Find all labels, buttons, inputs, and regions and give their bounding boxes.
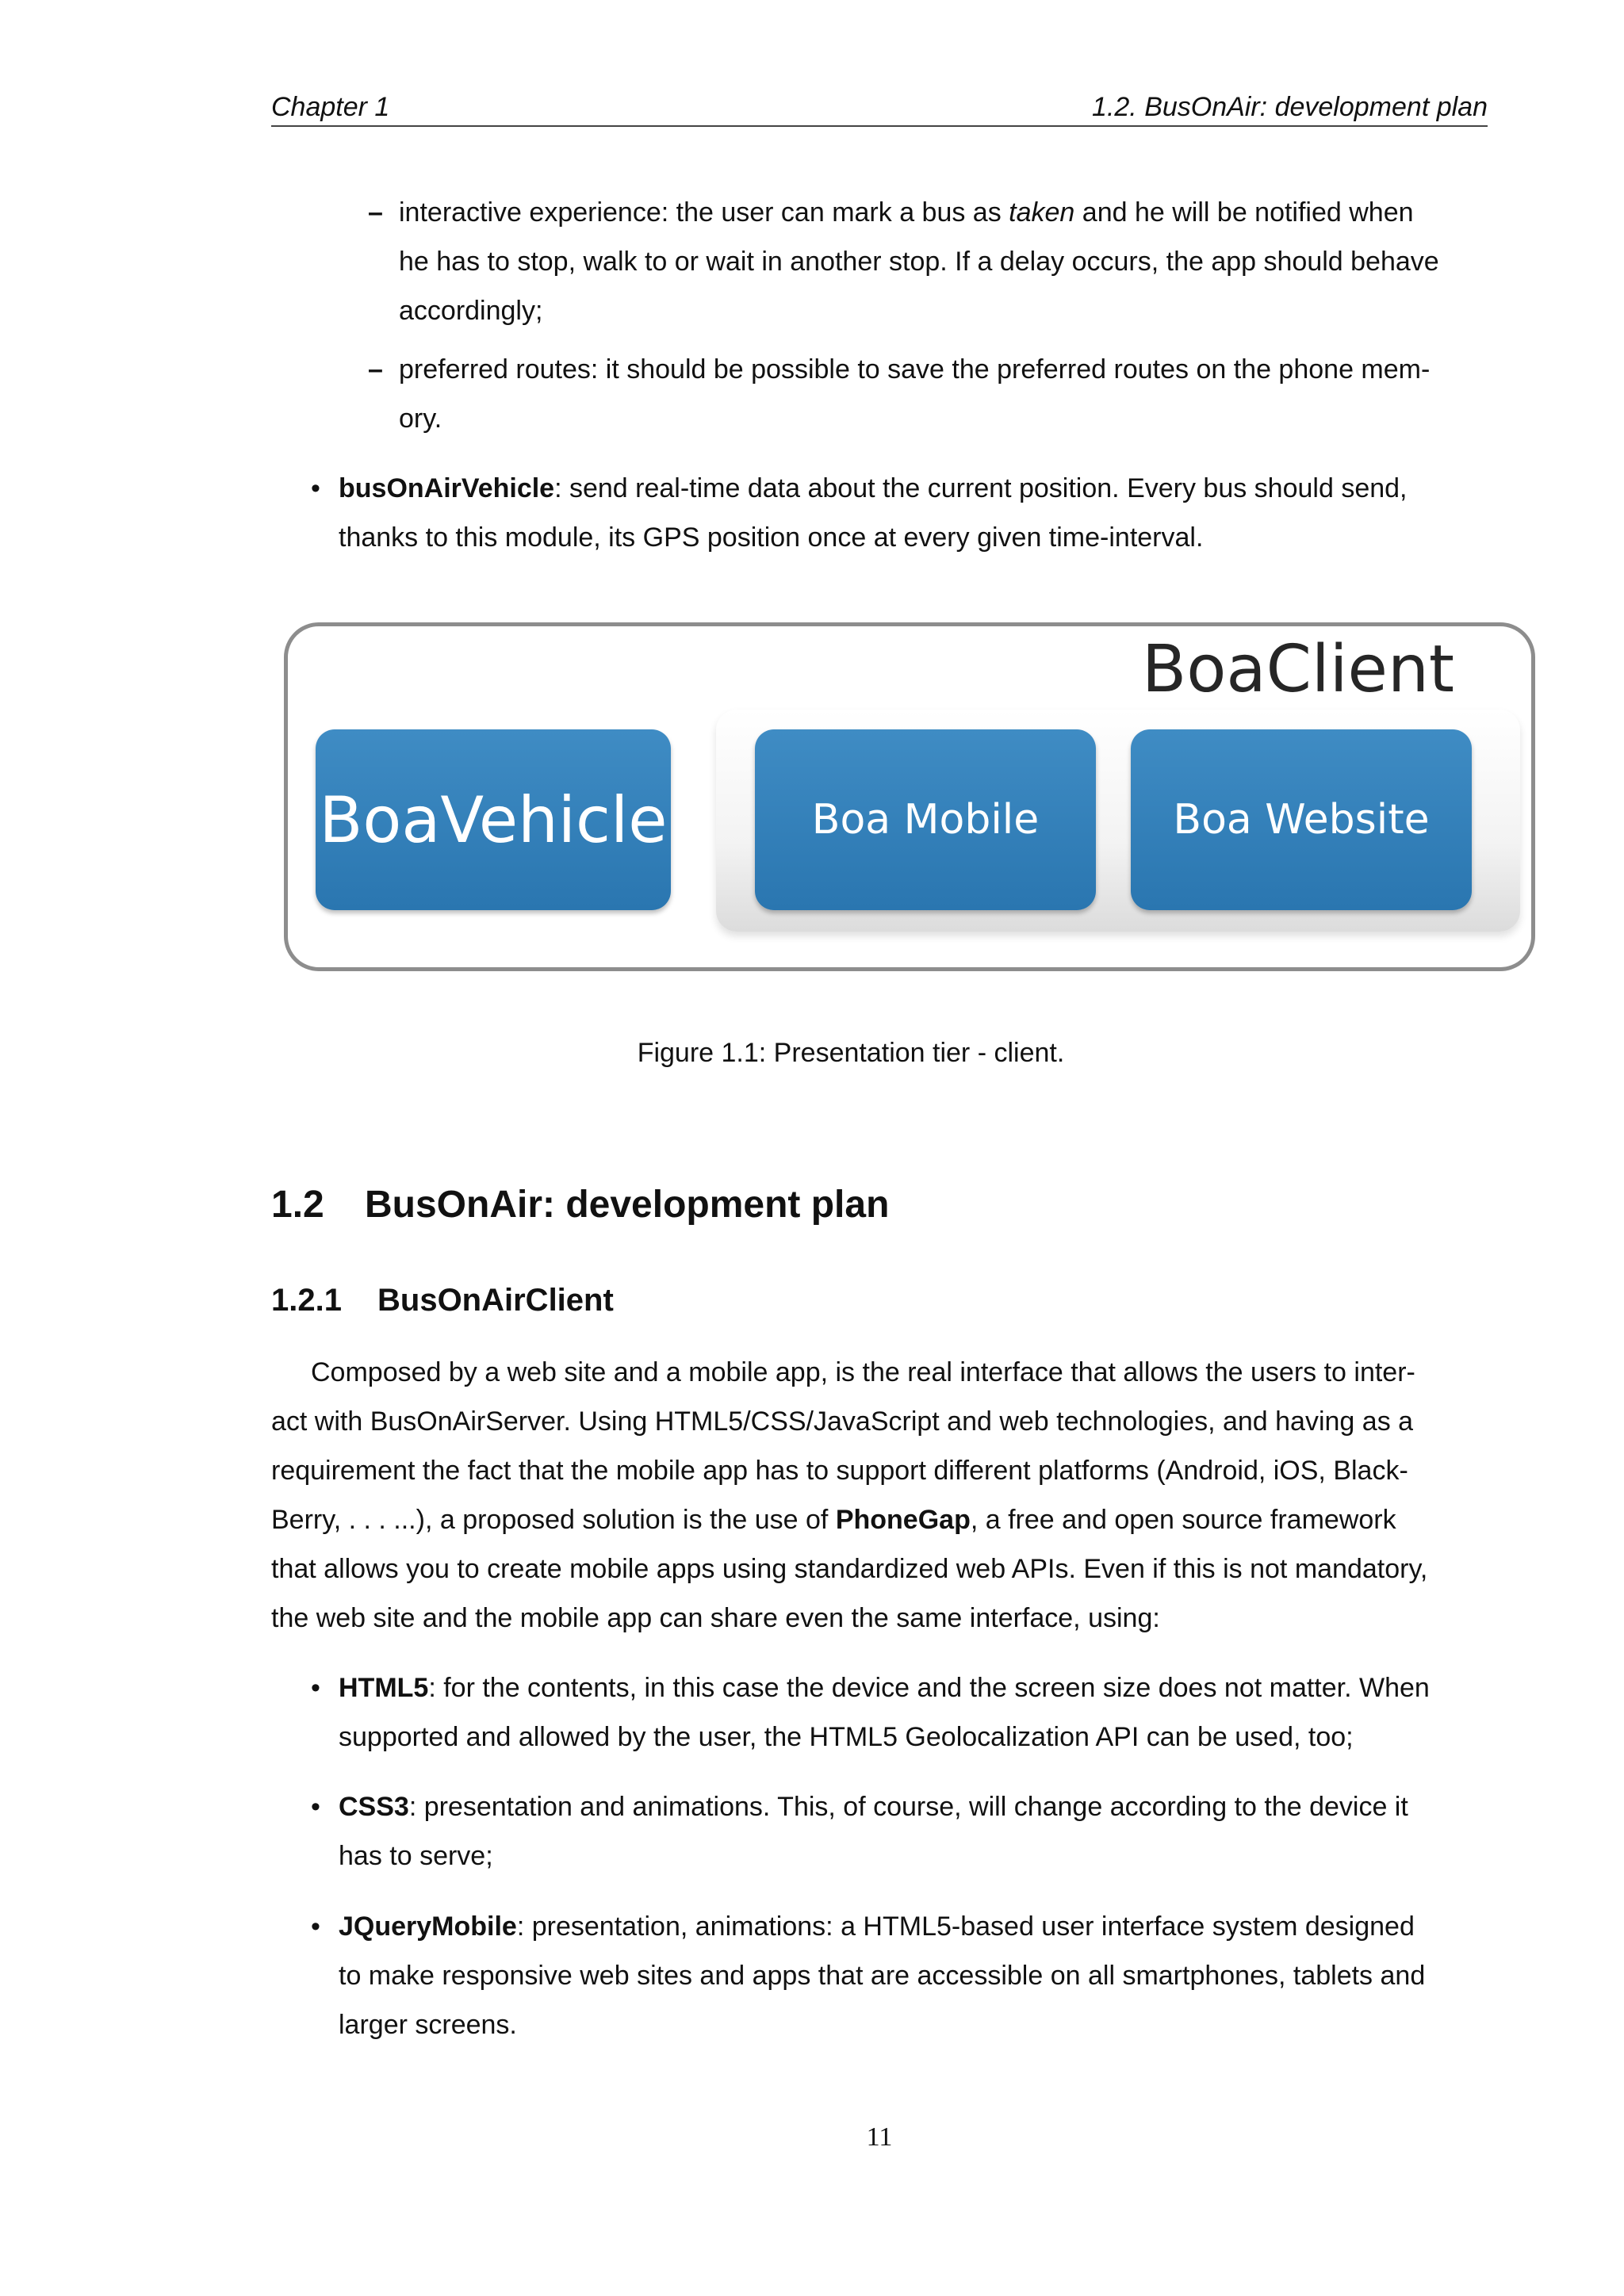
text-span: Berry, . . . ...), a proposed solution is the use of (271, 1505, 836, 1535)
text-span: interactive experience: the user can mark a bus as (399, 197, 1009, 228)
text-span: : presentation, animations: a HTML5-based user interface system designed (516, 1911, 1415, 1942)
bullet-marker: • (311, 1911, 320, 1942)
paragraph-line: that allows you to create mobile apps using standardized web APIs. Even if this is not mandatory, (271, 1554, 1428, 1584)
dash-item-line: accordingly; (399, 296, 543, 326)
subsection-title: BusOnAirClient (377, 1283, 614, 1318)
emphasis-text: taken (1009, 197, 1075, 228)
bullet-item-line (339, 1791, 1408, 1823)
running-header-chapter: Chapter 1 (271, 92, 390, 122)
subsection-heading (271, 1281, 614, 1319)
running-header-section: 1.2. BusOnAir: development plan (1092, 92, 1488, 122)
bullet-term: CSS3 (339, 1792, 409, 1822)
bullet-item-line: supported and allowed by the user, the HTML5 Geolocalization API can be used, too; (339, 1722, 1354, 1752)
dash-item-line (399, 197, 1414, 228)
figure-client-label: BoaClient (1142, 632, 1455, 707)
figure-box-website: Boa Website (1131, 729, 1472, 910)
dash-item-line: he has to stop, walk to or wait in another stop. If a delay occurs, the app should behave (399, 247, 1439, 277)
bullet-term: busOnAirVehicle (339, 473, 555, 503)
bullet-marker: • (311, 1792, 320, 1822)
bullet-item-line (339, 1672, 1430, 1704)
paragraph-line (271, 1504, 1396, 1536)
dash-marker: – (368, 354, 383, 385)
dash-marker: – (368, 197, 383, 228)
text-span: , a free and open source framework (970, 1505, 1396, 1535)
bullet-marker: • (311, 473, 320, 503)
bullet-term: JQueryMobile (339, 1911, 517, 1942)
bullet-item-line (339, 1911, 1415, 1942)
bullet-item-line: larger screens. (339, 2010, 517, 2040)
bullet-item-line: thanks to this module, its GPS position once at every given time-interval. (339, 522, 1204, 553)
dash-item-line: preferred routes: it should be possible to save the preferred routes on the phone mem- (399, 354, 1431, 385)
bold-term: PhoneGap (835, 1505, 971, 1535)
section-number: 1.2 (271, 1184, 324, 1226)
paragraph-line: act with BusOnAirServer. Using HTML5/CSS/JavaScript and web technologies, and having as a (271, 1406, 1414, 1437)
text-span: : send real-time data about the current position. Every bus should send, (554, 473, 1408, 503)
dash-item-line: ory. (399, 404, 442, 434)
figure-box-mobile: Boa Mobile (755, 729, 1096, 910)
text-span: : for the contents, in this case the device and the screen size does not matter. When (428, 1673, 1430, 1703)
running-header (271, 89, 1488, 127)
paragraph-line: requirement the fact that the mobile app has to support different platforms (Android, iOS, Black- (271, 1456, 1408, 1486)
bullet-term: HTML5 (339, 1673, 429, 1703)
bullet-item-line: has to serve; (339, 1841, 493, 1871)
paragraph-line: Composed by a web site and a mobile app, is the real interface that allows the users to inter- (311, 1357, 1415, 1387)
paragraph-line: the web site and the mobile app can share even the same interface, using: (271, 1603, 1160, 1633)
page-number: 11 (866, 2122, 893, 2152)
bullet-marker: • (311, 1673, 320, 1703)
section-heading (271, 1183, 889, 1227)
figure-caption: Figure 1.1: Presentation tier - client. (637, 1038, 1065, 1068)
text-span: and he will be notified when (1074, 197, 1414, 228)
figure-box-vehicle: BoaVehicle (316, 729, 671, 910)
subsection-number: 1.2.1 (271, 1283, 342, 1318)
section-title: BusOnAir: development plan (365, 1184, 890, 1226)
bullet-item-line (339, 473, 1408, 504)
text-span: : presentation and animations. This, of course, will change according to the device it (408, 1792, 1408, 1822)
bullet-item-line: to make responsive web sites and apps that are accessible on all smartphones, tablets and (339, 1961, 1426, 1991)
